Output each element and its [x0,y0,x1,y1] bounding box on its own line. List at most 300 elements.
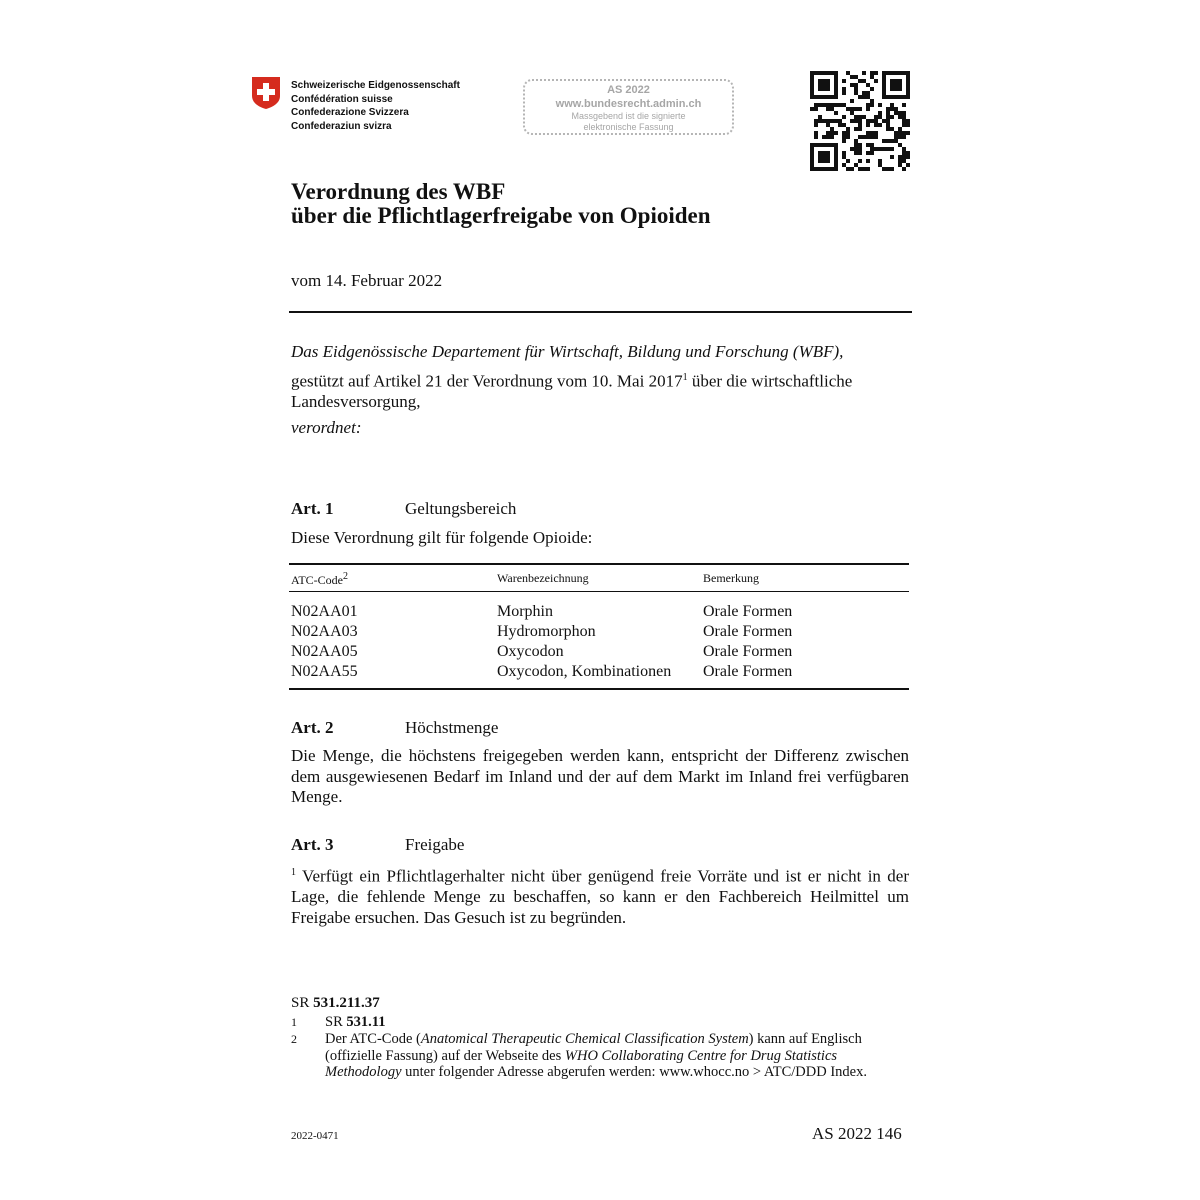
org-line-rm: Confederaziun svizra [291,120,392,132]
qr-module [886,167,890,171]
qr-module [834,79,838,83]
qr-module [810,79,814,83]
qr-module [894,87,898,91]
qr-module [890,147,894,151]
qr-module [894,139,898,143]
qr-module [854,151,858,155]
qr-module [886,107,890,111]
qr-module [894,79,898,83]
qr-module [830,167,834,171]
qr-module [818,83,822,87]
qr-module [854,87,858,91]
qr-module [838,123,842,127]
qr-module [902,155,906,159]
qr-module [898,79,902,83]
qr-module [822,119,826,123]
qr-module [834,75,838,79]
art-2-title: Höchstmenge [405,718,499,737]
qr-module [826,95,830,99]
qr-module [878,147,882,151]
qr-module [866,123,870,127]
cell-name: Oxycodon [497,643,564,660]
cell-note: Orale Formen [703,663,793,680]
qr-module [814,103,818,107]
cell-atc: N02AA55 [291,663,358,680]
qr-module [862,71,866,75]
footnote-ref-1[interactable]: 1 [682,372,688,383]
qr-module [814,71,818,75]
qr-module [838,119,842,123]
qr-module [902,119,906,123]
qr-module [858,123,862,127]
qr-module [866,159,870,163]
qr-module [874,131,878,135]
qr-module [854,163,858,167]
paragraph-number: 1 [291,867,296,878]
qr-module [826,151,830,155]
qr-module [854,83,858,87]
qr-module [906,95,910,99]
divider [289,311,912,313]
sr-number-value: 531.211.37 [313,995,380,1011]
qr-module [822,135,826,139]
org-line-fr: Confédération suisse [291,93,393,105]
qr-module [882,83,886,87]
qr-module [898,127,902,131]
qr-module [834,111,838,115]
qr-module [814,143,818,147]
table-row [289,603,909,623]
cell-note: Orale Formen [703,623,793,640]
qr-module [810,87,814,91]
qr-module [854,143,858,147]
qr-module [882,139,886,143]
qr-module [842,139,846,143]
title-line-2: über die Pflichtlagerfreigabe von Opioiden [291,203,711,228]
qr-module [842,163,846,167]
qr-module [822,103,826,107]
qr-module [810,147,814,151]
qr-module [878,163,882,167]
qr-module [810,163,814,167]
qr-module [878,111,882,115]
qr-module [842,103,846,107]
qr-module [902,159,906,163]
qr-module [890,83,894,87]
qr-module [858,135,862,139]
qr-module [810,107,814,111]
art-1-title: Geltungsbereich [405,499,517,518]
qr-module [898,163,902,167]
qr-module [870,99,874,103]
qr-module [898,115,902,119]
table-row [289,643,909,663]
qr-module [866,151,870,155]
qr-module [894,131,898,135]
qr-module [902,123,906,127]
qr-module [830,119,834,123]
qr-module [842,151,846,155]
qr-module [818,155,822,159]
qr-module [858,151,862,155]
qr-module [894,107,898,111]
fn1-prefix: SR [325,1014,347,1030]
qr-module [882,167,886,171]
qr-module [810,83,814,87]
qr-module [858,119,862,123]
qr-module [810,71,814,75]
qr-module [842,115,846,119]
table-row [289,623,909,643]
qr-module [822,87,826,91]
fn1-number: 531.11 [346,1014,386,1030]
qr-module [846,159,850,163]
qr-module [814,135,818,139]
qr-module [870,147,874,151]
qr-module [882,95,886,99]
stamp-url[interactable]: www.bundesrecht.admin.ch [555,98,702,110]
qr-module [814,131,818,135]
qr-module [830,131,834,135]
qr-module [814,119,818,123]
qr-module [842,155,846,159]
qr-module [894,135,898,139]
qr-module [902,151,906,155]
qr-module [882,91,886,95]
qr-module [894,95,898,99]
fn2-b: Anatomical Therapeutic Chemical Classification System [420,1031,749,1047]
qr-module [894,71,898,75]
qr-module [834,155,838,159]
qr-module [862,167,866,171]
qr-module [882,79,886,83]
qr-module [826,135,830,139]
qr-module [898,155,902,159]
qr-module [826,167,830,171]
qr-module [826,123,830,127]
official-stamp [523,79,734,135]
qr-module [834,151,838,155]
art-2-text: Die Menge, die höchstens freigegeben werden kann, entspricht der Differenz zwischen dem ausgewiesenen Bedarf im Inland und der auf dem Markt im Inland frei verfügbaren Menge. [291,746,909,806]
qr-module [882,147,886,151]
qr-module [834,167,838,171]
header-bemerkung: Bemerkung [703,570,759,585]
opioid-table [289,563,909,690]
qr-module [906,119,910,123]
qr-module [850,75,854,79]
org-line-it: Confederazione Svizzera [291,107,409,118]
qr-module [854,127,858,131]
qr-module [894,111,898,115]
qr-module [870,143,874,147]
qr-module [830,71,834,75]
qr-module [898,159,902,163]
art-2-number: Art. 2 [291,718,334,737]
qr-module [822,151,826,155]
qr-module [850,107,854,111]
qr-module [826,71,830,75]
footnote-1-number: 1 [291,1015,297,1029]
qr-module [858,167,862,171]
qr-module [870,87,874,91]
header-atc-code: ATC-Code$^2$ [291,570,348,587]
qr-module [842,79,846,83]
qr-module [882,87,886,91]
qr-module [874,123,878,127]
qr-module [810,155,814,159]
qr-module [874,71,878,75]
footnote-2-text [325,1031,900,1081]
qr-module [890,79,894,83]
qr-module [870,151,874,155]
qr-module [854,139,858,143]
qr-module [858,115,862,119]
qr-module [898,83,902,87]
qr-module [898,87,902,91]
qr-module [906,163,910,167]
qr-module [886,71,890,75]
qr-module [834,163,838,167]
qr-module [814,107,818,111]
qr-module [874,135,878,139]
sr-number [291,995,380,1012]
qr-module [878,115,882,119]
qr-module [874,115,878,119]
federation-name [291,79,460,133]
qr-module [866,167,870,171]
qr-module [890,71,894,75]
qr-module [906,79,910,83]
qr-module [810,167,814,171]
stamp-line-4: elektronische Fassung [583,122,674,132]
preamble-basis-a: gestützt auf Artikel 21 der Verordnung vom 10. Mai 2017 [291,371,683,391]
qr-module [810,143,814,147]
qr-module [862,95,866,99]
qr-module [886,147,890,151]
qr-module [822,159,826,163]
qr-module [826,107,830,111]
qr-module [818,87,822,91]
qr-module [898,135,902,139]
qr-module [902,167,906,171]
qr-module [826,155,830,159]
qr-module [906,87,910,91]
qr-module [874,147,878,151]
qr-module [826,159,830,163]
qr-module [834,71,838,75]
footnote-1-text [325,1014,915,1031]
qr-module [846,71,850,75]
qr-module [902,147,906,151]
qr-module [822,143,826,147]
fn2-d: WHO Collaborating Centre for Drug Statistics Methodology [325,1047,838,1080]
qr-module [818,79,822,83]
qr-module [862,115,866,119]
footnote-ref-2[interactable]: 2 [343,570,348,582]
qr-module [846,131,850,135]
preamble-verb: verordnet: [291,417,362,437]
qr-module [862,135,866,139]
footnote-2 [291,1031,915,1101]
qr-module [822,71,826,75]
qr-module [822,155,826,159]
art-3-title: Freigabe [405,835,465,854]
qr-module [818,95,822,99]
qr-module [890,167,894,171]
qr-module [814,167,818,171]
qr-module [870,119,874,123]
qr-module [826,79,830,83]
qr-module [898,131,902,135]
table-bottom-rule [289,688,909,690]
qr-module [886,119,890,123]
qr-module [834,159,838,163]
qr-module [822,95,826,99]
qr-module [818,119,822,123]
table-row [289,663,909,683]
qr-module [870,103,874,107]
cell-atc: N02AA05 [291,643,358,660]
cell-note: Orale Formen [703,603,793,620]
qr-module [898,71,902,75]
qr-module [882,75,886,79]
qr-module [898,111,902,115]
qr-module [890,115,894,119]
title-line-1: Verordnung des WBF [291,179,506,204]
qr-module [906,83,910,87]
qr-module [902,103,906,107]
qr-module [858,107,862,111]
qr-module [834,147,838,151]
qr-module [902,71,906,75]
qr-module [854,147,858,151]
qr-module [898,95,902,99]
cell-note: Orale Formen [703,643,793,660]
qr-module [834,143,838,147]
document-title [291,180,711,228]
qr-module [834,95,838,99]
qr-module [902,135,906,139]
qr-module [878,103,882,107]
qr-module [846,127,850,131]
qr-module [874,119,878,123]
qr-module [842,123,846,127]
footnote-2-number: 2 [291,1032,297,1046]
qr-module [842,91,846,95]
org-line-de: Schweizerische Eidgenossenschaft [291,80,460,91]
qr-module [826,119,830,123]
qr-module [830,103,834,107]
qr-module [814,123,818,127]
qr-module [818,115,822,119]
qr-module [818,143,822,147]
qr-module [834,131,838,135]
qr-module [858,143,862,147]
stamp-line-3: Massgebend ist die signierte [571,111,686,121]
qr-module [886,115,890,119]
qr-module [858,95,862,99]
preamble-basis-b: über die wirtschaftliche Landesversorgung, [291,371,853,411]
qr-module [826,87,830,91]
document-date: vom 14. Februar 2022 [291,271,443,290]
fn2-a: Der ATC-Code ( [325,1031,421,1047]
qr-module [810,95,814,99]
table-header [289,565,909,591]
qr-module [822,83,826,87]
qr-module [810,159,814,163]
qr-module [854,75,858,79]
qr-module [858,159,862,163]
qr-module [858,147,862,151]
qr-module [866,107,870,111]
fn2-c: ) kann auf Englisch (offizielle Fassung) auf der Webseite des [325,1031,862,1064]
qr-module [866,95,870,99]
art-3-text [291,863,909,928]
sr-prefix: SR [291,995,314,1011]
qr-module [822,167,826,171]
qr-module [842,87,846,91]
qr-module [866,91,870,95]
qr-module [818,71,822,75]
qr-module [854,115,858,119]
art-1-intro: Diese Verordnung gilt für folgende Opioide: [291,528,593,547]
qr-module [906,75,910,79]
qr-module [902,95,906,99]
qr-module [818,159,822,163]
qr-module [902,115,906,119]
qr-module [842,131,846,135]
qr-module [854,91,858,95]
qr-module [890,139,894,143]
qr-module [850,147,854,151]
qr-module [862,91,866,95]
qr-module [826,131,830,135]
qr-module [834,119,838,123]
qr-module [906,91,910,95]
cell-name: Hydromorphon [497,623,596,640]
qr-module [826,83,830,87]
qr-module [834,103,838,107]
qr-module [882,71,886,75]
qr-module [830,143,834,147]
qr-module [890,155,894,159]
qr-module [870,71,874,75]
qr-module [838,103,842,107]
swiss-cross-logo [251,76,281,110]
qr-module [850,167,854,171]
qr-module [890,127,894,131]
preamble-basis [291,368,911,412]
qr-module [810,75,814,79]
qr-module [866,131,870,135]
cell-name: Oxycodon, Kombinationen [497,663,672,680]
fn2-e[interactable]: unter folgender Adresse abgerufen werden: www.whocc.no > ATC/DDD Index. [401,1064,867,1080]
qr-module [814,95,818,99]
qr-module [826,103,830,107]
qr-module [846,107,850,111]
qr-module [830,107,834,111]
qr-module [854,119,858,123]
qr-module [846,135,850,139]
qr-module [902,131,906,135]
qr-module [818,167,822,171]
qr-module [858,79,862,83]
qr-module [890,107,894,111]
qr-module [886,95,890,99]
qr-module [866,143,870,147]
qr-module [870,135,874,139]
art-1-number: Art. 1 [291,499,334,518]
